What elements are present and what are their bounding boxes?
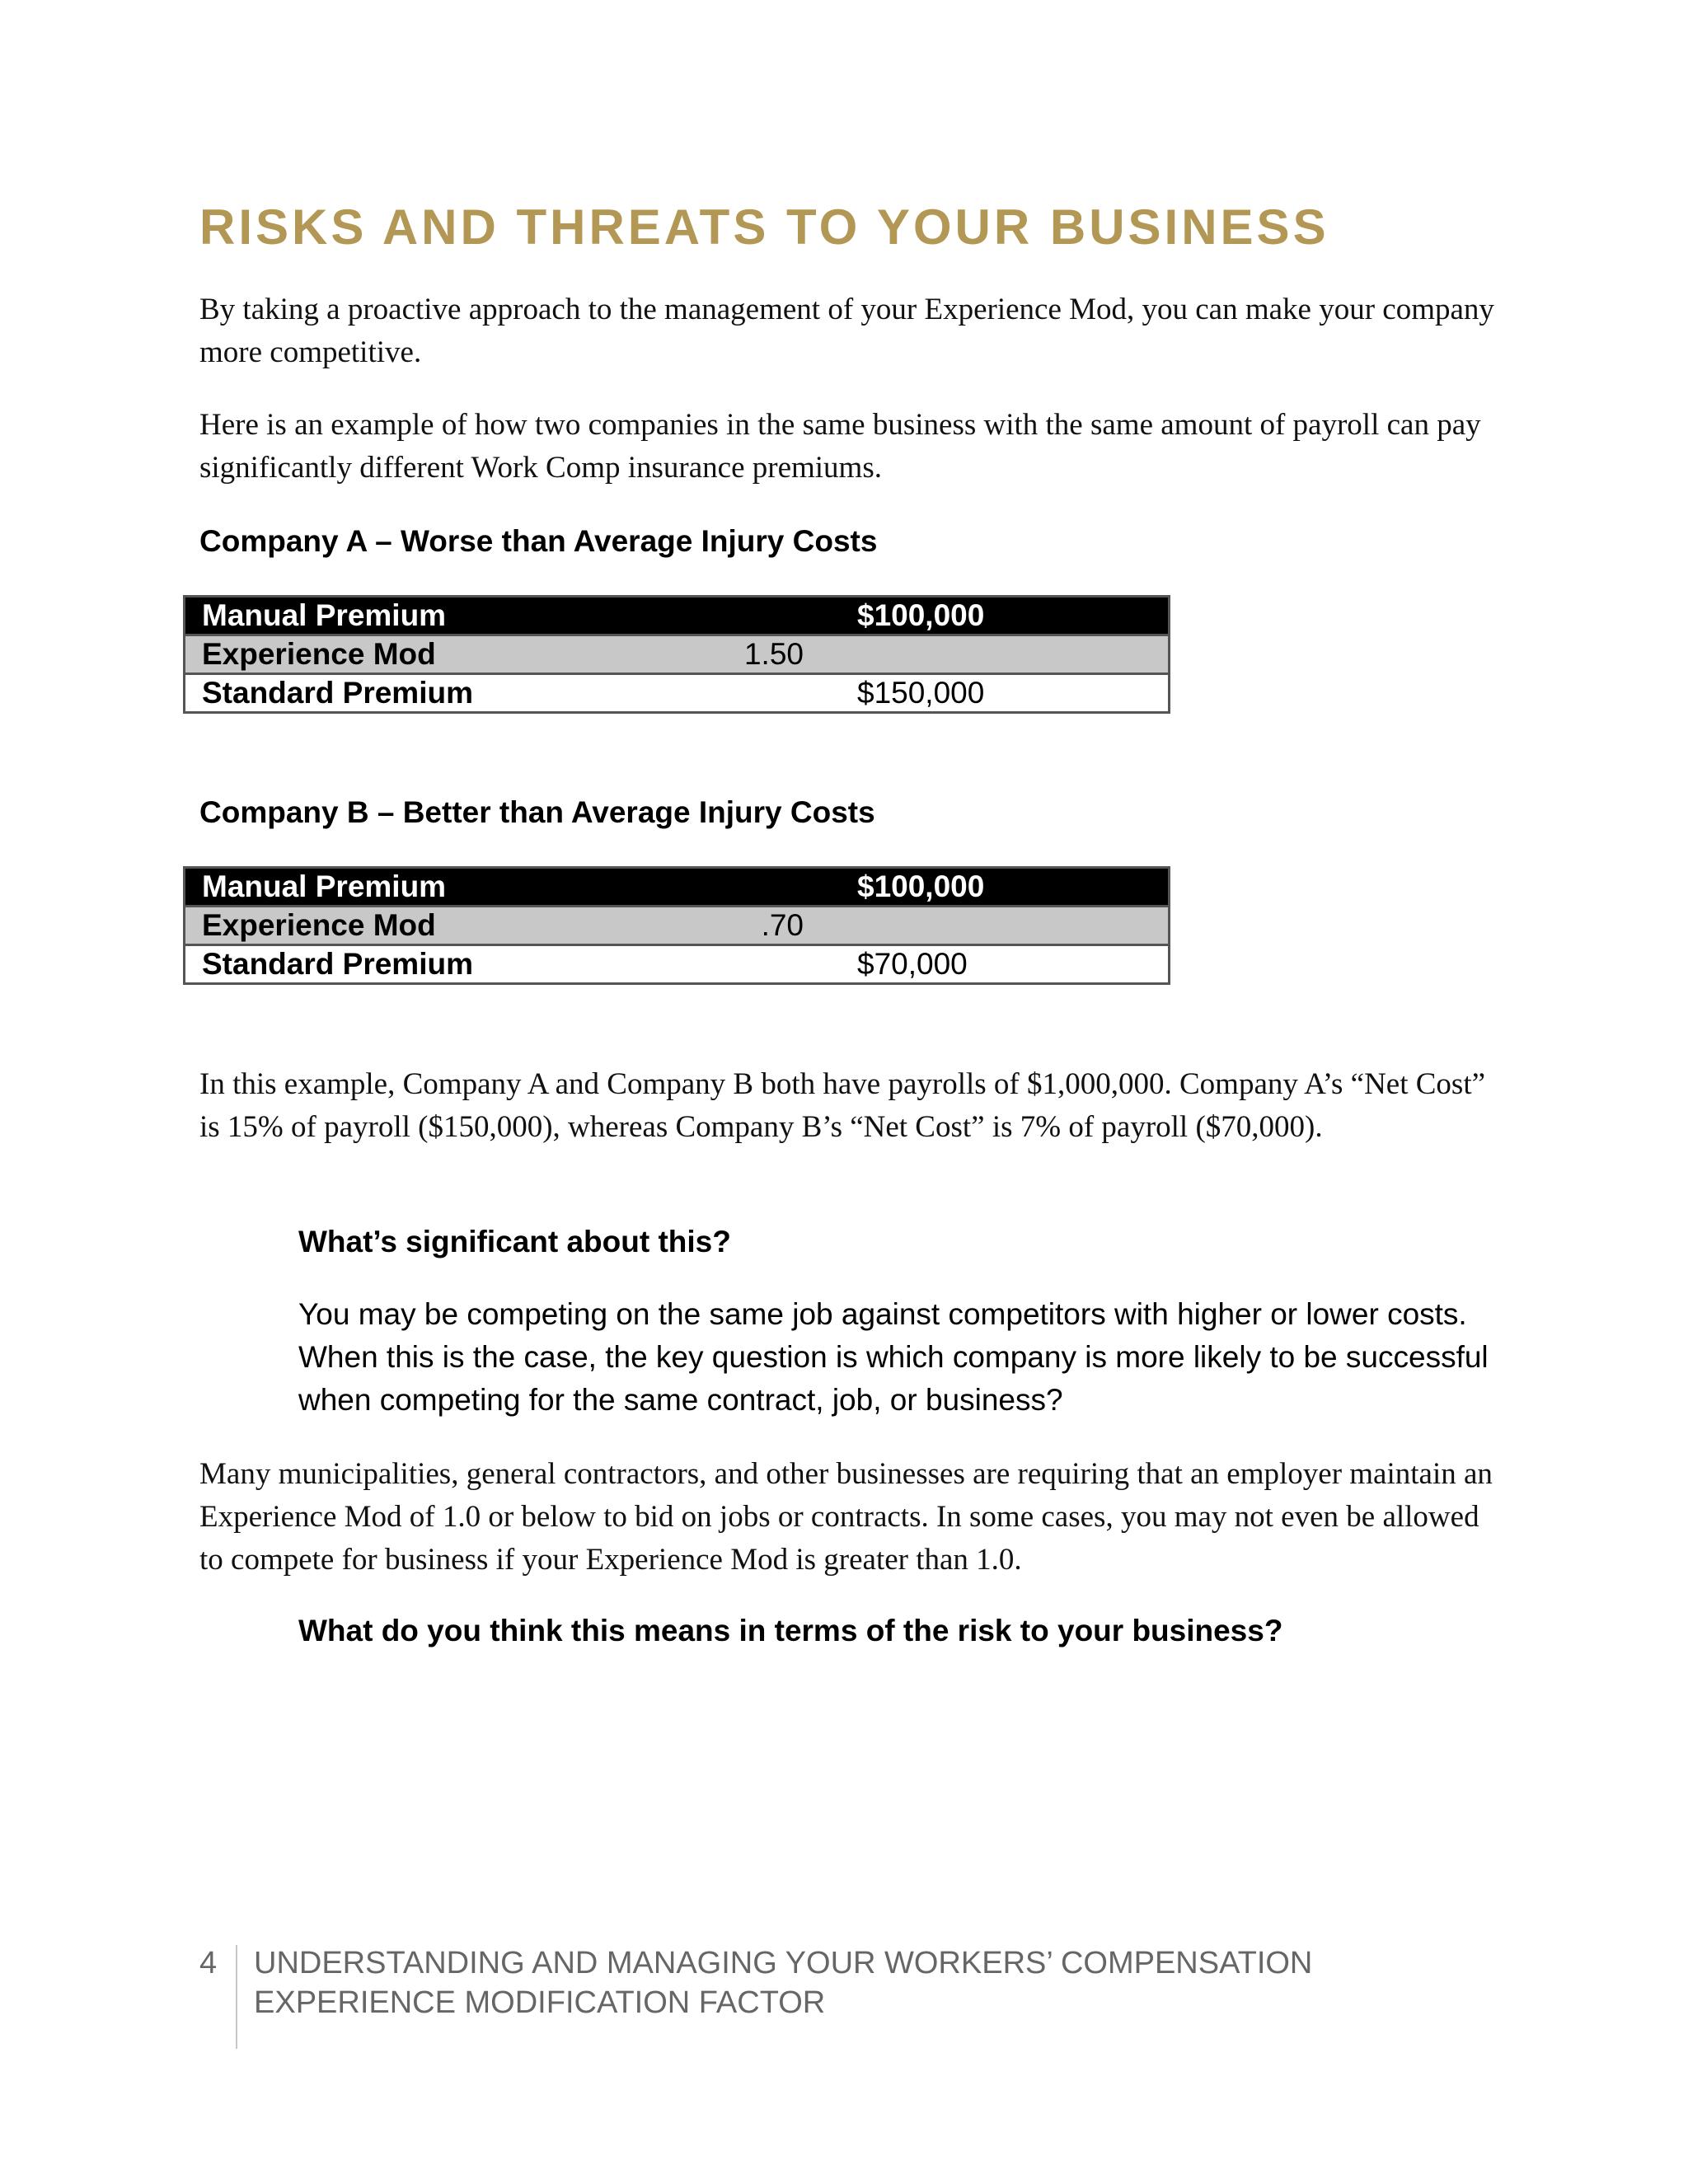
row-label: Standard Premium (202, 676, 473, 710)
significance-answer: You may be competing on the same job against competitors with higher or lower costs. When this is the case, the key question is which company is more likely to be successful when competing for the same contract, job, or business? (298, 1297, 1489, 1417)
row-amount: $100,000 (857, 869, 985, 903)
table-row (185, 945, 1170, 984)
footer-title-line-1: UNDERSTANDING AND MANAGING YOUR WORKERS’ COMPENSATION (254, 1946, 1313, 1980)
intro-paragraph-1: By taking a proactive approach to the management of your Experience Mod, you can make your company more competitive. (199, 293, 1494, 369)
row-label: Experience Mod (202, 637, 436, 671)
page-heading: RISKS AND THREATS TO YOUR BUSINESS (199, 199, 1329, 255)
row-label: Experience Mod (202, 908, 436, 942)
footer-divider (236, 1945, 237, 2049)
closing-question: What do you think this means in terms of the risk to your business? (298, 1614, 1283, 1647)
intro-paragraph-2: Here is an example of how two companies in the same business with the same amount of payroll can pay significantly different Work Comp insurance premiums. (199, 408, 1481, 485)
company-b-title: Company B – Better than Average Injury Costs (199, 795, 875, 829)
company-b-table (183, 866, 1170, 985)
row-amount: $70,000 (857, 947, 968, 981)
row-mod: .70 (761, 908, 804, 942)
row-label: Standard Premium (202, 947, 473, 981)
significance-question: What’s significant about this? (298, 1225, 731, 1258)
company-a-title: Company A – Worse than Average Injury Costs (199, 524, 878, 558)
page-number: 4 (199, 1946, 218, 1980)
row-mod: 1.50 (743, 637, 804, 671)
row-label: Manual Premium (202, 598, 447, 632)
table-row (185, 907, 1170, 945)
footer-title-line-2: EXPERIENCE MODIFICATION FACTOR (254, 1985, 826, 2020)
table-row (185, 868, 1170, 907)
row-amount: $100,000 (857, 598, 985, 632)
footer-title (254, 1943, 1312, 2022)
company-a-table (183, 595, 1170, 714)
table-row (185, 635, 1170, 674)
row-amount: $150,000 (857, 676, 985, 710)
municipalities-paragraph: Many municipalities, general contractors, and other businesses are requiring that an employer maintain an Experience Mod of 1.0 or below to bid on jobs or contracts. In some cases, you may not even be allowed to compete for business if your Experience Mod is greater than 1.0. (199, 1457, 1493, 1577)
table-row (185, 597, 1170, 635)
example-paragraph: In this example, Company A and Company B both have payrolls of $1,000,000. Company A’s “Net Cost” is 15% of payroll ($150,000), whereas Company B’s “Net Cost” is 7% of payroll ($70,000). (199, 1067, 1486, 1144)
table-row (185, 674, 1170, 713)
row-label: Manual Premium (202, 869, 447, 903)
